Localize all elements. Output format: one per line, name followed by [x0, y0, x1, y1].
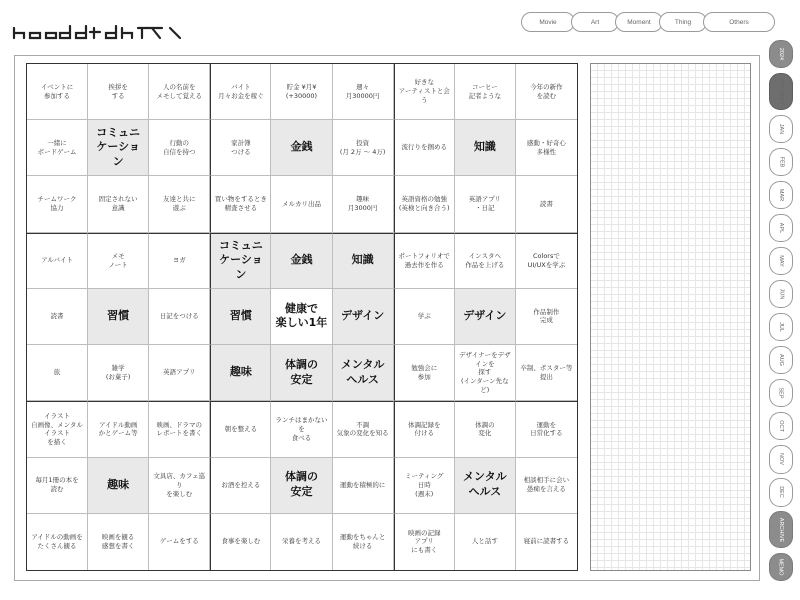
mandala-cell-r2-c6[interactable]: 英語資格の勉強 (英検と向き合う): [394, 176, 455, 232]
mandala-cell-r1-c0[interactable]: 一緒に ボードゲーム: [27, 120, 88, 176]
mandala-cell-r4-c8[interactable]: 作品制作 完成: [516, 289, 577, 345]
mandala-cell-r5-c5[interactable]: メンタルヘルス: [333, 345, 394, 401]
mandala-cell-r2-c7[interactable]: 英語アプリ ・日記: [455, 176, 516, 232]
mandala-cell-r5-c3[interactable]: 趣味: [210, 345, 271, 401]
side-tab-may[interactable]: [769, 247, 793, 275]
mandala-cell-r3-c8[interactable]: Colorsで UI/UXを学ぶ: [516, 233, 577, 289]
mandala-cell-r5-c2[interactable]: 英語アプリ: [149, 345, 210, 401]
mandala-cell-r8-c6[interactable]: 映画の記録 アプリ にも書く: [394, 514, 455, 570]
mandala-cell-r1-c2[interactable]: 行動の 自信を持つ: [149, 120, 210, 176]
mandala-cell-r1-c4[interactable]: 金銭: [271, 120, 332, 176]
mandala-cell-r5-c0[interactable]: 旅: [27, 345, 88, 401]
mandala-cell-r0-c7[interactable]: コーヒー 記者ような: [455, 64, 516, 120]
mandala-cell-r0-c4[interactable]: 貯金 ¥月¥ (+30000): [271, 64, 332, 120]
top-nav: [521, 12, 777, 32]
side-tab-label: MAR: [777, 188, 784, 202]
mandala-cell-r4-c4[interactable]: 健康で 楽しい1年: [271, 289, 332, 345]
mandala-cell-r6-c7[interactable]: 体調の 変化: [455, 401, 516, 457]
mandala-cell-r6-c8[interactable]: 運動を 日常化する: [516, 401, 577, 457]
side-tab-memo[interactable]: [769, 553, 793, 581]
mandala-cell-r8-c0[interactable]: アイドルの動画を たくさん観る: [27, 514, 88, 570]
mandala-cell-r0-c5[interactable]: 週々 月30000円: [333, 64, 394, 120]
side-tab-label: 2024: [778, 48, 784, 61]
side-tab-label: JUL: [778, 322, 784, 333]
mandala-cell-r6-c1[interactable]: アイドル動画 かとゲーム等: [88, 401, 149, 457]
side-tab-label: NOV: [777, 453, 784, 466]
side-tab-archive[interactable]: [769, 511, 793, 548]
mandala-cell-r5-c1[interactable]: 雑学 (お菓子): [88, 345, 149, 401]
side-tab-label: JUN: [777, 288, 784, 300]
mandala-chart: [26, 63, 578, 571]
mandala-cell-r4-c1[interactable]: 習慣: [88, 289, 149, 345]
mandala-cell-r7-c6[interactable]: ミーティング 日時 (週末): [394, 458, 455, 514]
mandala-cell-r4-c7[interactable]: デザイン: [455, 289, 516, 345]
mandala-cell-r3-c7[interactable]: インスタへ 作品を上げる: [455, 233, 516, 289]
mandala-cell-r0-c3[interactable]: バイト 月々お金を稼ぐ: [210, 64, 271, 120]
side-tab-apl[interactable]: [769, 214, 793, 242]
side-tab-sep[interactable]: [769, 379, 793, 407]
side-tab-label: AUG: [777, 354, 784, 367]
mandala-cell-r5-c6[interactable]: 勉強会に 参加: [394, 345, 455, 401]
mandala-cell-r4-c2[interactable]: 日記をつける: [149, 289, 210, 345]
mandala-cell-r4-c0[interactable]: 読書: [27, 289, 88, 345]
side-tab-feb[interactable]: [769, 148, 793, 176]
mandala-cell-r0-c2[interactable]: 人の名前を メモして覚える: [149, 64, 210, 120]
mandala-cell-r8-c8[interactable]: 寝前に読書する: [523, 537, 570, 546]
mandala-cell-r3-c5[interactable]: 知識: [333, 233, 394, 289]
mandala-cell-r5-c7[interactable]: デザイナーをデザインを 探す (インターン先など): [455, 345, 516, 401]
mandala-cell-r8-c3[interactable]: 食事を楽しむ: [210, 514, 271, 570]
side-tab-label: OCT: [778, 420, 784, 433]
mandala-cell-r1-c7[interactable]: 知識: [455, 120, 516, 176]
mandala-cell-r2-c4[interactable]: メルカリ出品: [271, 176, 332, 232]
mandala-cell-r6-c2[interactable]: 映画、ドラマの レポートを書く: [149, 401, 210, 457]
side-tab-jun[interactable]: [769, 280, 793, 308]
mandala-cell-r6-c4[interactable]: ランチはまかないを 食べる: [271, 401, 332, 457]
mandala-cell-r2-c2[interactable]: 友達と共に 遊ぶ: [149, 176, 210, 232]
mandala-cell-r1-c8[interactable]: 感動・好奇心 多様性: [516, 120, 577, 176]
mandala-cell-r6-c6[interactable]: 体調記録を 付ける: [394, 401, 455, 457]
mandala-cell-r1-c1[interactable]: コミュニケーション: [88, 120, 149, 176]
nav-thing[interactable]: Thing: [659, 12, 707, 32]
side-tab-oct[interactable]: [769, 412, 793, 440]
side-tab-label: DEC: [778, 486, 784, 499]
mandala-cell-r7-c1[interactable]: 趣味: [88, 458, 149, 514]
mandala-cell-r1-c6[interactable]: 流行りを掴める: [394, 120, 455, 176]
mandala-cell-r7-c5[interactable]: 運動を積極的に: [333, 458, 394, 514]
mandala-cell-r4-c5[interactable]: デザイン: [333, 289, 394, 345]
side-tab-label: JAN: [777, 123, 784, 135]
mandala-cell-r6-c5[interactable]: 不調 気象の変化を知る: [333, 401, 394, 457]
mandala-cell-r6-c0[interactable]: イラスト 自画像、メンタルイラスト を描く: [27, 401, 88, 457]
mandala-cell-r6-c3[interactable]: 朝を整える: [210, 401, 271, 457]
mandala-cell-r0-c8[interactable]: 今年の新作 を読む: [516, 64, 577, 120]
side-tab-label: FEB: [777, 156, 784, 168]
mandala-cell-r8-c7[interactable]: 人と話す: [455, 514, 516, 570]
mandala-cell-r8-c1[interactable]: 映画を観る 感想を書く: [88, 514, 149, 570]
mandala-cell-r7-c7[interactable]: メンタルヘルス: [455, 458, 516, 514]
side-tab-label: MAY: [777, 255, 784, 267]
mandala-cell-r3-c0[interactable]: アルバイト: [27, 233, 88, 289]
mandala-cell-r4-c6[interactable]: 学ぶ: [394, 289, 455, 345]
nav-others[interactable]: Others: [703, 12, 775, 32]
mandala-cell-r2-c5[interactable]: 趣味 月3000円: [333, 176, 394, 232]
mandala-cell-r4-c3[interactable]: 習慣: [210, 289, 271, 345]
side-tab-aug[interactable]: [769, 346, 793, 374]
mandala-cell-r3-c6[interactable]: ポートフォリオで 過去作を作る: [394, 233, 455, 289]
side-tab-label: PROJECT: [778, 78, 785, 105]
mandala-cell-r3-c2[interactable]: ヨガ: [149, 233, 210, 289]
mandala-cell-r3-c3[interactable]: コミュニケーション: [210, 233, 271, 289]
mandala-cell-r1-c3[interactable]: 家計簿 つける: [210, 120, 271, 176]
mandala-cell-r5-c4[interactable]: 体調の 安定: [271, 345, 332, 401]
side-index-tabs: [769, 40, 793, 586]
nav-art[interactable]: Art: [571, 12, 619, 32]
side-tab-jan[interactable]: [769, 115, 793, 143]
mandala-cell-r7-c2[interactable]: 文具店、カフェ巡り を楽しむ: [149, 458, 210, 514]
side-tab-dec[interactable]: [769, 478, 793, 506]
mandala-cell-r2-c3[interactable]: 買い物をするとき 精査させる: [210, 176, 271, 232]
side-tab-project[interactable]: [769, 73, 793, 110]
side-tab-label: MEMO: [778, 558, 784, 576]
mandala-cell-r1-c5[interactable]: 投資 (月 2万 〜 4万): [333, 120, 394, 176]
mandala-cell-r2-c8[interactable]: 読書: [516, 176, 577, 232]
mandala-cell-r3-c4[interactable]: 金銭: [271, 233, 332, 289]
mandala-cell-r7-c4[interactable]: 体調の 安定: [271, 458, 332, 514]
mandala-cell-r5-c8[interactable]: 卒制、ポスター等 提出: [516, 345, 577, 401]
side-tab-nov[interactable]: [769, 445, 793, 473]
side-tab-label: ARCHIVE: [778, 517, 785, 543]
side-tab-mar[interactable]: [769, 181, 793, 209]
side-tab-2024[interactable]: [769, 40, 793, 68]
mandala-cell-r8-c5[interactable]: 運動をちゃんと 続ける: [333, 514, 394, 570]
mandala-cell-r8-c4[interactable]: 栄養を考える: [271, 514, 332, 570]
mandala-cell-r0-c1[interactable]: 挨拶を する: [88, 64, 149, 120]
mandala-cell-r8-c2[interactable]: ゲームをする: [149, 514, 210, 570]
mandala-cell-r7-c3[interactable]: お酒を控える: [210, 458, 271, 514]
mandala-cell-r3-c1[interactable]: メモ ノート: [88, 233, 149, 289]
side-tab-label: APL: [778, 222, 784, 234]
nav-moment[interactable]: Moment: [615, 12, 663, 32]
mandala-cell-r0-c6[interactable]: 好きな アーティストと会う: [394, 64, 455, 120]
mandala-cell-r0-c0[interactable]: イベントに 参加する: [27, 64, 88, 120]
mandala-cell-r7-c0[interactable]: 毎月1冊の本を 読む: [27, 458, 88, 514]
mandala-cell-r7-c8[interactable]: 相談相手に会い 愚痴を言える: [516, 458, 577, 514]
memo-grid-pad[interactable]: [590, 63, 751, 571]
side-tab-label: SEP: [777, 387, 784, 399]
nav-movie[interactable]: Movie: [521, 12, 575, 32]
mandala-cell-r2-c1[interactable]: 固定されない 意識: [88, 176, 149, 232]
side-tab-jul[interactable]: [769, 313, 793, 341]
mandala-cell-r2-c0[interactable]: チームワーク 協力: [27, 176, 88, 232]
